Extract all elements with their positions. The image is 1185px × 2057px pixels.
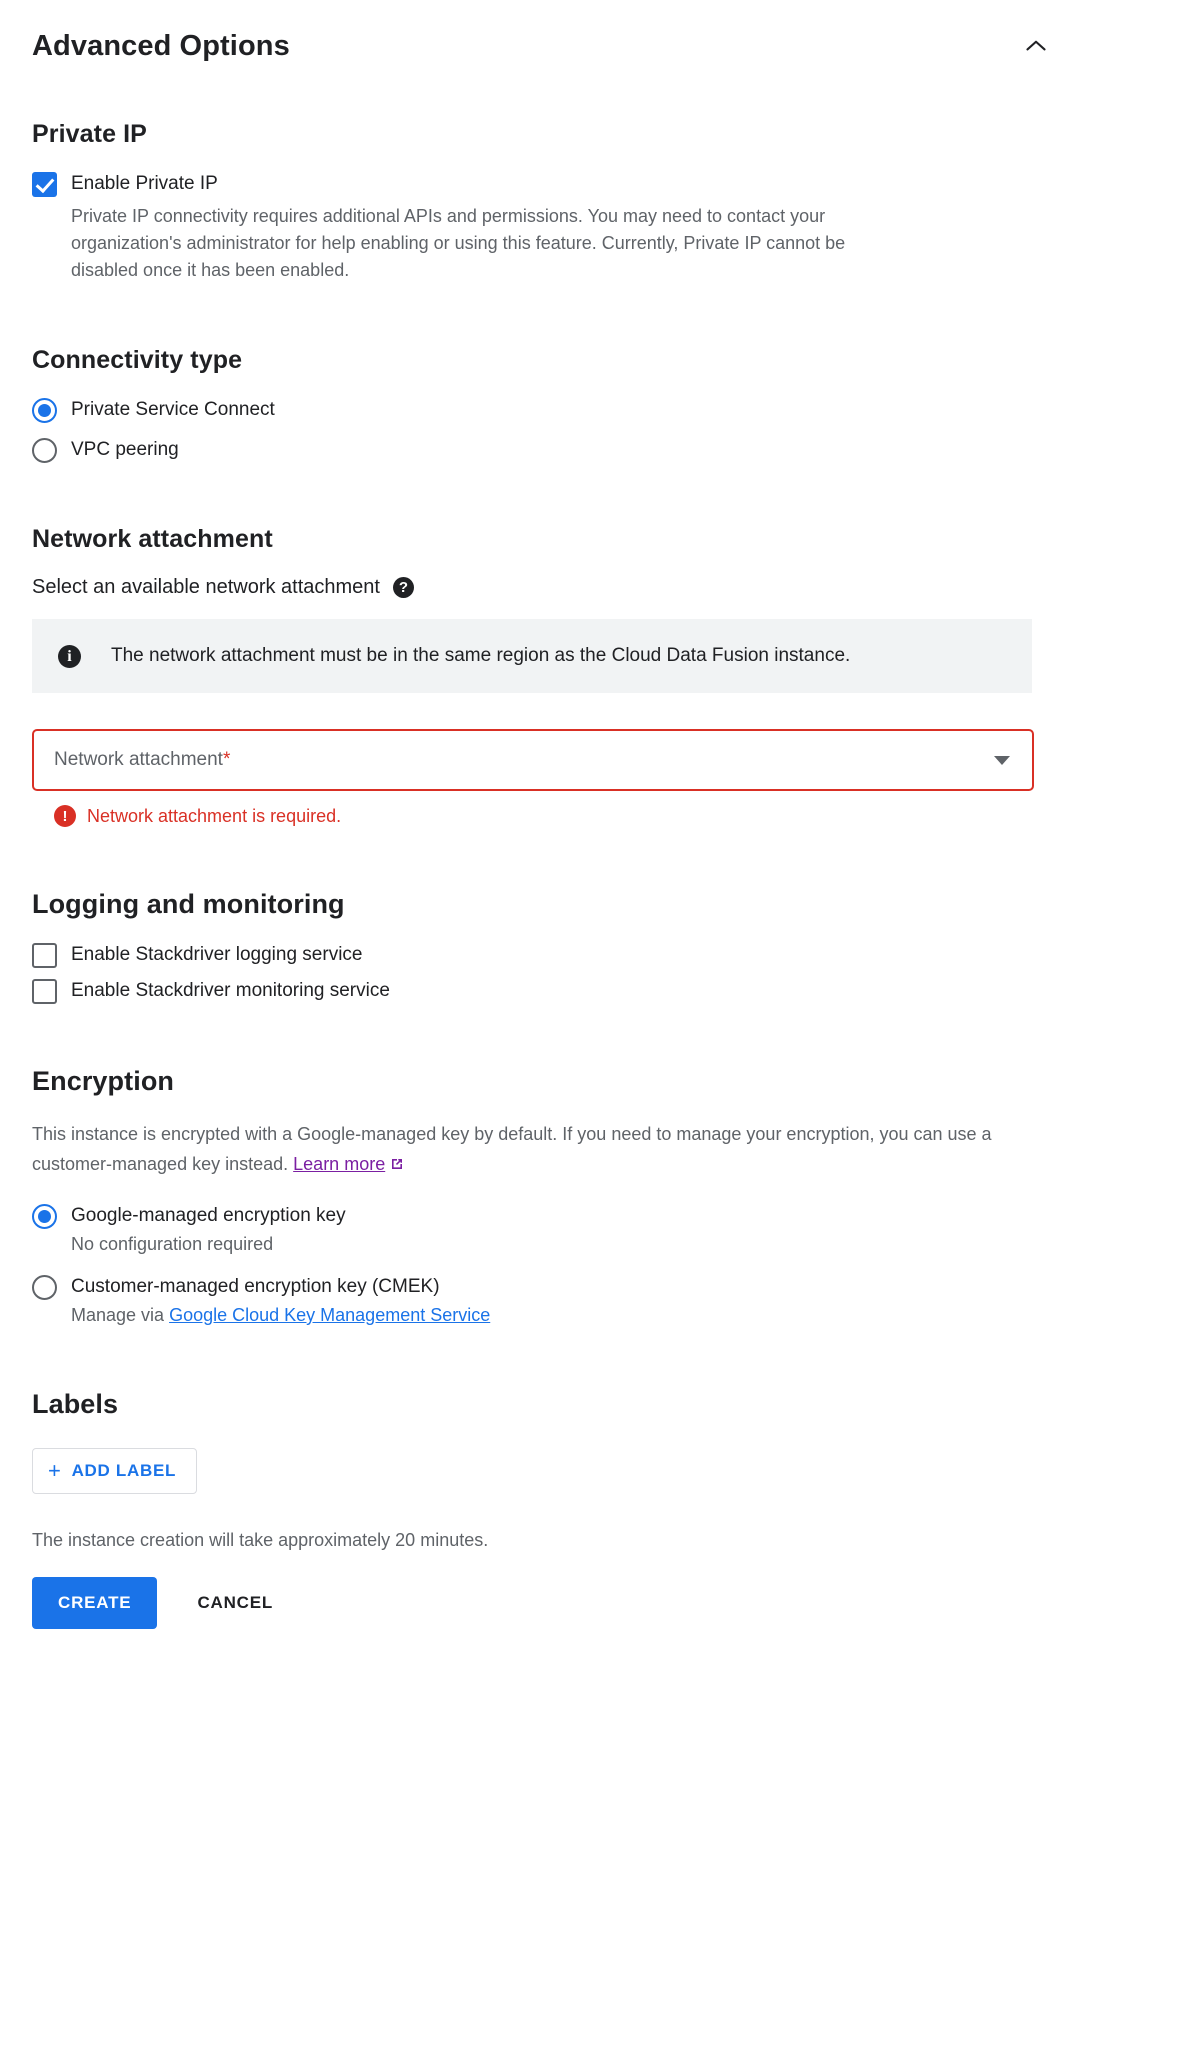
- private-service-connect-label: Private Service Connect: [71, 399, 275, 420]
- private-service-connect-radio[interactable]: [32, 398, 57, 423]
- logging-monitoring-section: [32, 889, 1028, 1004]
- cmek-option[interactable]: [32, 1274, 1028, 1327]
- connectivity-type-section: [32, 346, 1028, 463]
- private-ip-title: Private IP: [32, 120, 147, 148]
- private-ip-description: Private IP connectivity requires additional APIs and permissions. You may need to contact your organization's administrator for help enabling or using this feature. Currently, Private IP cannot be disabled once it has been enabled.: [71, 206, 846, 280]
- encryption-description-text: This instance is encrypted with a Google-managed key by default. If you need to manage your encryption, you can use a customer-managed key instead.: [32, 1124, 992, 1174]
- error-icon: !: [54, 805, 76, 827]
- network-attachment-title: Network attachment: [32, 525, 273, 553]
- creation-time-note: The instance creation will take approximately 20 minutes.: [32, 1530, 489, 1550]
- network-attachment-subhead-row: [32, 576, 1028, 599]
- encryption-title: Encryption: [32, 1066, 175, 1096]
- add-label-button[interactable]: [32, 1448, 197, 1494]
- cancel-button[interactable]: CANCEL: [179, 1577, 291, 1629]
- create-button[interactable]: CREATE: [32, 1577, 157, 1629]
- google-managed-key-label: Google-managed encryption key: [71, 1205, 346, 1226]
- page-title: Advanced Options: [32, 29, 290, 62]
- cmek-sub: [71, 1303, 1028, 1327]
- google-managed-key-sub: No configuration required: [71, 1234, 274, 1254]
- kms-link[interactable]: Google Cloud Key Management Service: [169, 1305, 491, 1325]
- labels-section: [32, 1389, 1028, 1494]
- required-marker: *: [222, 749, 231, 770]
- network-attachment-subhead: Select an available network attachment: [32, 576, 380, 598]
- external-link-icon: [389, 1151, 405, 1181]
- enable-stackdriver-logging-label: Enable Stackdriver logging service: [71, 944, 363, 965]
- network-attachment-placeholder-text: Network attachment: [54, 749, 223, 770]
- enable-stackdriver-monitoring-checkbox[interactable]: [32, 979, 57, 1004]
- google-managed-key-option[interactable]: [32, 1203, 1028, 1256]
- enable-private-ip-checkbox[interactable]: [32, 172, 57, 197]
- connectivity-type-title: Connectivity type: [32, 346, 243, 374]
- enable-stackdriver-monitoring-label: Enable Stackdriver monitoring service: [71, 980, 390, 1001]
- enable-stackdriver-logging-checkbox[interactable]: [32, 943, 57, 968]
- network-attachment-placeholder: [54, 749, 230, 771]
- radio-vpc-peering[interactable]: [32, 437, 1028, 463]
- network-attachment-error-text: Network attachment is required.: [87, 805, 342, 826]
- private-ip-section: [32, 120, 1028, 284]
- labels-title: Labels: [32, 1389, 119, 1419]
- encryption-description: [32, 1119, 1007, 1181]
- network-attachment-select[interactable]: [32, 729, 1034, 791]
- chevron-down-icon[interactable]: [994, 756, 1010, 765]
- encryption-section: [32, 1066, 1028, 1327]
- vpc-peering-label: VPC peering: [71, 439, 179, 460]
- logging-monitoring-title: Logging and monitoring: [32, 889, 345, 919]
- enable-logging-row[interactable]: [32, 942, 1028, 968]
- network-attachment-info-text: The network attachment must be in the same region as the Cloud Data Fusion instance.: [111, 645, 851, 666]
- cmek-radio[interactable]: [32, 1275, 57, 1300]
- network-attachment-info-box: [32, 619, 1032, 693]
- plus-icon: +: [48, 1458, 62, 1483]
- enable-monitoring-row[interactable]: [32, 978, 1028, 1004]
- cmek-sub-prefix: Manage via: [71, 1305, 170, 1325]
- enable-private-ip-row[interactable]: [32, 171, 1028, 197]
- add-label-button-text: ADD LABEL: [71, 1461, 177, 1480]
- chevron-up-icon[interactable]: [1018, 28, 1054, 64]
- network-attachment-error: [54, 805, 1028, 827]
- network-attachment-section: [32, 525, 1028, 827]
- cmek-label: Customer-managed encryption key (CMEK): [71, 1276, 440, 1297]
- radio-private-service-connect[interactable]: [32, 397, 1028, 423]
- info-icon: i: [58, 645, 81, 668]
- advanced-options-header: [32, 28, 1054, 64]
- help-icon[interactable]: ?: [393, 577, 414, 598]
- google-managed-key-radio[interactable]: [32, 1204, 57, 1229]
- enable-private-ip-label: Enable Private IP: [71, 173, 218, 194]
- form-actions: [32, 1577, 1028, 1629]
- learn-more-link[interactable]: Learn more: [293, 1154, 386, 1174]
- vpc-peering-radio[interactable]: [32, 438, 57, 463]
